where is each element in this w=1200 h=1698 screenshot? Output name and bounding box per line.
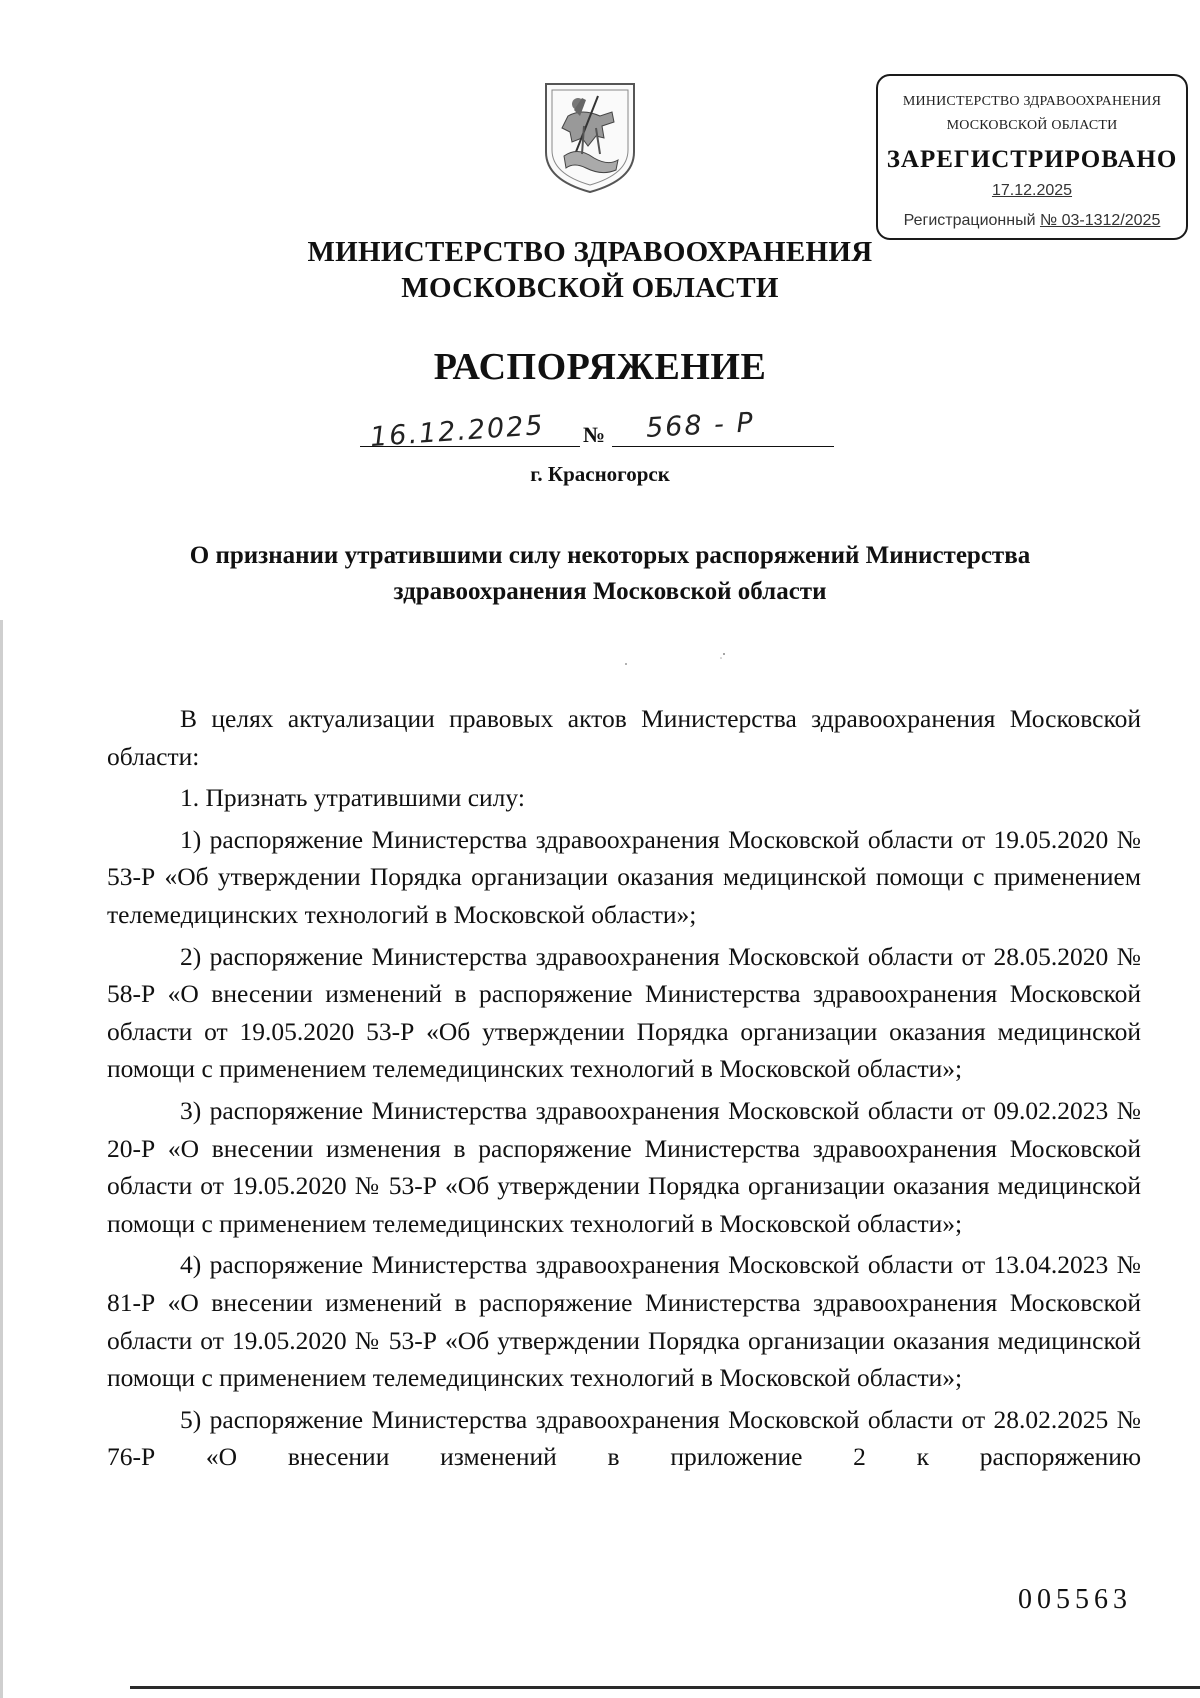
subitem-4: 4) распоряжение Министерства здравоохранения Московской области от 13.04.2023 № 81-Р «О внесении изменений в распоряжение Министерства здравоохранения Московской области от 19.05.2020 № 53-Р «Об утверждении Порядка организации оказания медицинской помощи с применением телемедицинских технологий в Московской области»; (107, 1250, 1141, 1393)
stamp-reg-prefix: Регистрационный (903, 212, 1036, 229)
handwritten-date: 16.12.2025 (369, 409, 546, 454)
subitem-3: 3) распоряжение Министерства здравоохранения Московской области от 09.02.2023 № 20-Р «О внесении изменения в распоряжение Министерства здравоохранения Московской области от 19.05.2020 № 53-Р «Об утверждении Порядка организации оказания медицинской помощи с применением телемедицинских технологий в Московской области»; (107, 1095, 1141, 1238)
city: г. Красногорск (530, 462, 670, 486)
number-sign: № (583, 422, 606, 447)
subject-line2: здравоохранения Московской области (393, 578, 827, 605)
stamp-registration-row (878, 212, 1186, 230)
intro-paragraph: В целях актуализации правовых актов Министерства здравоохранения Московской области: (107, 704, 1141, 771)
coat-of-arms-icon (538, 76, 642, 196)
scan-specks (620, 650, 740, 670)
subitem-2: 2) распоряжение Министерства здравоохранения Московской области от 28.05.2020 № 58-Р «О внесении изменений в распоряжение Министерства здравоохранения Московской области от 19.05.2020 53-Р «Об утверждении Порядка организации оказания медицинской помощи с применением телемедицинских технологий в Московской области»; (107, 941, 1141, 1084)
handwritten-number: 568 - Р (645, 407, 756, 444)
ministry-title-line2: МОСКОВСКОЙ ОБЛАСТИ (401, 272, 779, 304)
scan-edge-left (0, 620, 3, 1698)
subitem-5: 5) распоряжение Министерства здравоохранения Московской области от 28.02.2025 № 76-Р «О внесении изменений в приложение 2 к распоряжению (107, 1404, 1141, 1472)
stamp-org-line2: МОСКОВСКОЙ ОБЛАСТИ (946, 118, 1118, 133)
stamp-date: 17.12.2025 (991, 182, 1073, 199)
stamp-org-line1: МИНИСТЕРСТВО ЗДРАВООХРАНЕНИЯ (902, 94, 1162, 109)
stamp-reg-number: № 03-1312/2025 (1039, 212, 1161, 229)
stamp-status: ЗАРЕГИСТРИРОВАНО (886, 146, 1178, 173)
document-type: РАСПОРЯЖЕНИЕ (433, 346, 767, 388)
ministry-title-line1: МИНИСТЕРСТВО ЗДРАВООХРАНЕНИЯ (307, 236, 873, 268)
scan-edge-bottom (130, 1686, 1200, 1689)
page-number: 005563 (1018, 1584, 1132, 1615)
subitem-1: 1) распоряжение Министерства здравоохранения Московской области от 19.05.2020 № 53-Р «Об утверждении Порядка организации оказания медицинской помощи с применением телемедицинских технологий в Московской области»; (107, 824, 1141, 929)
document-body (107, 700, 1141, 1480)
subject-line1: О признании утратившими силу некоторых распоряжений Министерства (189, 542, 1031, 569)
registration-stamp (876, 74, 1188, 240)
stamp-date-row (878, 182, 1186, 200)
number-underline (612, 446, 834, 447)
item-1: 1. Признать утратившими силу: (180, 783, 525, 813)
